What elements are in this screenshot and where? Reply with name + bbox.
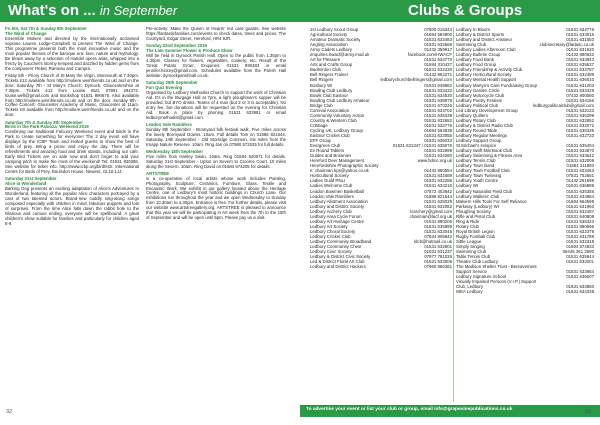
club-contact: 01531 631237 xyxy=(424,249,452,255)
club-name: Ledbury Naturalist Field Club xyxy=(456,188,513,194)
club-name: Carnival Association xyxy=(310,107,350,113)
column-divider xyxy=(453,27,454,402)
club-contact: 01531 632286 xyxy=(424,178,452,184)
club-contact: 01531 634770 xyxy=(424,57,452,63)
club-contact: 01531 633016 xyxy=(566,32,594,38)
club-name: Malvern Hills Tools For Self Reliance xyxy=(456,198,527,204)
club-name: Cycling UK, Ledbury Group xyxy=(310,127,363,133)
club-name: Led & District Floral Art Club xyxy=(310,259,365,265)
club-contact: 01531 631553 xyxy=(566,37,594,43)
club-name: Ledbury Cricket Club xyxy=(310,233,351,239)
club-contact: 01531 632430 xyxy=(424,67,452,73)
club-name: Ledbury Food Bank xyxy=(456,57,494,63)
event-paragraph xyxy=(5,74,139,119)
club-contact: chairman@lacf.org.uk xyxy=(409,213,452,219)
club-contact: 01531 631788 xyxy=(566,233,594,239)
club-contact: 01432 850554 xyxy=(424,168,452,174)
event-subheading: The Wind of Change xyxy=(5,30,47,36)
club-name: Ledbury Quilters xyxy=(456,112,488,118)
club-name: Ledbury & District Civic Society xyxy=(310,254,371,260)
club-contact: 01432 261599 xyxy=(566,178,594,184)
club-contact: 01531 632489 xyxy=(566,72,594,78)
club-name: Ring & Ride xyxy=(456,218,480,224)
club-name: Ledbury Allotment Association xyxy=(310,198,368,204)
club-row xyxy=(456,289,594,294)
event-paragraph xyxy=(146,27,286,42)
club-name: Ledbury In Bloom xyxy=(456,27,491,32)
event-text: is a co-operative of local artists whose work includes Painting, Photography, Sculpture, Ceramics, Furniture, Glass, Textile and Encaustic Work. We exhibit in our gallery located above the Heritage Centre, one of Ledbury's most historic buildings in Church Lane. Our exhibitions run throughout the year and we open Wednesday to Sunday from 10.30am to 4.30pm. Entrance is free. For further details, please visit our website www.artstreegallery.org. ARTSTREE is pleased to announce that this year we will be participating in Art week from the 7th to the 15th of September and will be open until 5pm. Please pay us a visit. xyxy=(146,175,286,221)
club-name: Evergreen Club xyxy=(310,143,341,149)
club-name: EFF Group xyxy=(310,138,332,144)
club-contact: 01531 636010 xyxy=(566,77,594,83)
club-contact: 07872 402842 xyxy=(424,188,452,194)
club-contact: 01531 632852 xyxy=(566,117,594,123)
club-contact: 01531 635404 xyxy=(566,143,594,149)
event-text: Sunday 8th September - Bromyard folk festival walk. Five miles across the lovely Bromyard Downs. 10am. Full details Tom on 01886 821544. Saturday 14th September - Old Storridge Common. Six miles from the Knapp Nature Reserve. 10am. Ring Jan on 07980 572535 for full details. xyxy=(146,126,286,147)
club-contact: 01531 635355 xyxy=(566,188,594,194)
club-contact: 01684 574833 xyxy=(566,244,594,250)
club-name: Ledbury Walkers' Club xyxy=(456,193,500,199)
club-contact: 01531 633432 xyxy=(424,87,452,93)
club-contact: 07834 805842 xyxy=(424,233,452,239)
club-name: Ledbury Round Table xyxy=(456,127,498,133)
event-heading: Saturday 28th September xyxy=(146,79,198,85)
page-number-right: 33 xyxy=(585,409,592,415)
club-contact: 07800 015344 xyxy=(424,27,452,32)
club-name: Simply Singing xyxy=(456,244,485,250)
club-name: St Michael's Hospice xyxy=(456,143,497,149)
club-contact: 01531 631347 / 01531 635076 xyxy=(392,143,452,149)
club-name: Bell Ringers Trainer xyxy=(310,72,349,78)
club-name: Army Cadets Ledbury xyxy=(310,47,353,53)
club-name: Rugby Football Club xyxy=(456,233,496,239)
club-contact: 01531 632072 xyxy=(566,122,594,128)
club-name: Bowls Club Eastnor xyxy=(310,92,348,98)
whats-on-subtitle: in September xyxy=(99,3,178,18)
club-contact: 01531 634776 xyxy=(566,27,594,32)
club-contact: 01531 633006 xyxy=(424,259,452,265)
club-name: Theatre Club Ledbury xyxy=(456,259,499,265)
club-contact: 01531 632569 xyxy=(424,42,452,48)
club-name: Ledbury Town Twinning xyxy=(456,173,502,179)
club-contact: 01531 633642 xyxy=(566,153,594,159)
club-contact: 01432 890632 xyxy=(566,52,594,58)
club-contact: facebook.com/HWACF xyxy=(407,52,452,58)
event-heading: Fri 6th, Sat 7th & Sunday 8th September xyxy=(5,27,87,31)
club-contact: 01531 633776 xyxy=(424,122,452,128)
club-name: Led Library Development Group xyxy=(456,107,518,113)
club-name: Table Tennis Club xyxy=(456,254,491,260)
club-contact: 01531 635944 xyxy=(566,254,594,260)
club-contact: 01531 670226 xyxy=(424,102,452,108)
club-name: Ledbury and District Amateur xyxy=(456,37,513,43)
club-contact: 01531 632001 xyxy=(566,259,594,265)
club-name: Ledbury Mental Health Support xyxy=(456,77,517,83)
club-contact: 01531 631203 xyxy=(566,82,594,88)
club-name: Ex Round Tablers xyxy=(310,148,345,154)
club-name: Ledbury Support Group xyxy=(456,138,502,144)
club-contact: 01531 632379 xyxy=(566,228,594,234)
club-contact: 01531 633055 xyxy=(424,132,452,138)
club-name: Ledbury Food Group xyxy=(456,62,497,68)
club-contact: 01531 634216 xyxy=(424,183,452,189)
club-contact: 01531 636335 xyxy=(566,127,594,133)
club-contact: 07977 781026 xyxy=(424,254,452,260)
club-name: Club, Ledbury xyxy=(456,284,484,290)
club-name: Amateur Dramatic Society xyxy=(310,37,361,43)
club-name: Cribbage xyxy=(310,122,328,128)
club-contact: 08445 361 2590 xyxy=(562,249,594,255)
club-contact: www.hdmc.org.uk xyxy=(417,158,452,164)
club-name: Ledbury Town Band xyxy=(456,163,495,169)
club-name: Bowling Club Ledbury xyxy=(310,87,353,93)
club-row xyxy=(310,264,452,269)
event-paragraph xyxy=(146,123,286,148)
club-contact: 01531 631993 xyxy=(566,203,594,209)
event-text: Friday 6th - Priory Church of St Mary the Virgin, Monmouth at 7.30pm. Tickets £12 available from http://moliere.wemfriends.co.uk/ and on the door. Saturday 7th - St Mary's Church, Dymock, Gloucestershire at 7.30pm. Tickets £12 from Louise Butt, 07891 294372, louise.weft@gmail.com and Bookshop 01531 890676. Also available from http://moliere.wemfriends.co.uk/ and on the door. Sunday 8th - Coffee Concert: Gloucester Academy of Music, Gloucester at 11am. Tickets £8 available from http://moliere.wemfriends.co.uk/ and on the door. xyxy=(5,72,139,118)
club-contact: 01684 564599 xyxy=(566,198,594,204)
clubs-list-2 xyxy=(456,27,594,405)
page-number-left: 32 xyxy=(6,409,13,415)
club-contact: 01531 636507 xyxy=(566,274,594,280)
club-contact: 01684 584900 xyxy=(424,32,452,38)
club-name: Ledbury Signature School xyxy=(456,274,506,280)
club-name: Ledbury Rotary Club xyxy=(456,117,496,123)
club-name: Ledbury WI xyxy=(456,183,479,189)
club-contact: ldcb@hotmail.co.uk xyxy=(414,238,452,244)
club-name: Ledbury Youth Centre xyxy=(456,178,499,184)
club-contact: 01531 634280 xyxy=(424,153,452,159)
page-header-bar xyxy=(0,0,600,22)
club-contact: 07960 866381 xyxy=(424,264,452,270)
club-name: Community Voluntary Action xyxy=(310,112,365,118)
club-name: Ledbury Swift Mat Book Club xyxy=(456,148,513,154)
club-name: Parkway (Ledbury) WI xyxy=(456,203,499,209)
advertise-text: To advertise your event or list your club or group, email info@grapevinepublications.co.uk xyxy=(306,407,513,412)
club-name: Ledbury Swimming & Fitness Area xyxy=(456,153,523,159)
footer-bar xyxy=(300,405,600,417)
club-name: Country & Western Club xyxy=(310,117,357,123)
event-paragraph xyxy=(5,121,139,175)
club-name: Leadon Bowmen Basketball xyxy=(310,188,364,194)
club-name: Rifle and Pistol Club xyxy=(456,213,496,219)
event-text: Barking Dog presents an exciting adaptation of Alice's Adventures In Wonderland, featuring all the popular Alice characters portrayed by a cast of two talented actors. Brand-new cuddly sing-along songs composed especially with children in mind, fabulous puppets and lots of surprises. From the time Alice falls down the rabbit hole to the hilarious and curious ending, everyone will be spellbound. A great children's show suitable for families and particularly for children aged 5-9. xyxy=(5,186,139,226)
club-name: Horticultural Society xyxy=(310,173,349,179)
club-contact: 01531 635637 xyxy=(566,62,594,68)
event-text: Pre-activity: Make the Queen of Hearts' red card guards. See website https://fantasticfamilies.com/events to check dates, times and prices. The Courtyard, Edgar Street, Hereford, HR4 9JR. xyxy=(146,27,286,41)
club-contact: lcarchery@gmail.com xyxy=(410,208,452,214)
event-text: Ensemble Moliere and directed by the internationally acclaimed soprano Lauren Lodge-Campbell to present The Wind of Change. This programme presents both the most innovative music and the most popular themes of the baroque era: love, nature and mythology. Be blown away by a selection of Handel opera arias, whipped into a frenzy by Couchet's stormy tempest and dazzled by hidden gems from the composers' Rebel, Rameau and Campra. xyxy=(5,35,139,71)
club-name: Ladies Welcome Club xyxy=(310,183,353,189)
event-paragraph xyxy=(5,27,139,72)
club-name: Hereford Deer Management xyxy=(310,158,365,164)
whats-on-title xyxy=(8,2,177,19)
club-contact: 01531 632082 xyxy=(424,203,452,209)
event-heading: Saturday 21st September xyxy=(5,176,57,182)
club-contact: 01531 632801 xyxy=(424,244,452,250)
club-contact: 01531 635323 xyxy=(566,218,594,224)
club-name: Eastnor Cricket Club xyxy=(310,132,350,138)
club-name: Ledbury Regular Meetings xyxy=(456,132,507,138)
club-contact: 01432 852271 xyxy=(424,72,452,78)
club-name: Leadon Vale Ramblers xyxy=(310,193,354,199)
club-name: Arts and Crafts Group xyxy=(310,62,353,68)
club-contact: 01886 821544 xyxy=(424,193,452,199)
club-contact: 01531 631620 xyxy=(566,47,594,53)
club-contact: 01531 635339 xyxy=(424,112,452,118)
club-name: Royal British Legion xyxy=(456,228,495,234)
club-contact: ledburypoliticalclub@gmail.com xyxy=(533,102,594,108)
club-name: Ledbury Community Broadband xyxy=(310,238,372,244)
club-name: Rotary Club xyxy=(456,223,479,229)
club-name: Ledbury and District Hackers xyxy=(310,264,366,270)
event-subheading: The Late Summer Flower & Produce Show xyxy=(146,48,233,53)
event-paragraph xyxy=(5,177,139,227)
event-heading: ARTSTREE xyxy=(146,170,170,176)
club-name: The Madison Shelter Trust - Bereavement xyxy=(456,264,537,270)
club-name: Support Service xyxy=(456,269,487,275)
club-contact: 01684 311993 xyxy=(566,163,594,169)
club-name: Bridge Club xyxy=(310,102,333,108)
club-name: Ledbury Poetry Festival xyxy=(456,97,502,103)
club-contact: 01531 636888 xyxy=(566,183,594,189)
club-contact: 01531 632133 xyxy=(566,107,594,113)
club-contact: 01531 640808 xyxy=(566,213,594,219)
events-column-2 xyxy=(146,27,286,405)
club-contact: 01531 633463 xyxy=(566,168,594,174)
club-name: Ledbury Tennis Club xyxy=(456,158,496,164)
club-name: Visually Impaired Persons (V.I.P.) Support xyxy=(456,279,537,285)
club-name: Ledbury Art Society xyxy=(310,223,348,229)
club-name: enquiries.hwacf@army.mod.uk xyxy=(310,52,370,58)
club-contact: 01531 632733 xyxy=(566,132,594,138)
whats-on-title-text: What's on ... xyxy=(8,2,96,19)
club-name: Ledbury Art Heritage Centre xyxy=(310,218,365,224)
event-heading: Wednesday 18th September xyxy=(146,148,204,154)
club-contact: 01531 632489 xyxy=(424,173,452,179)
club-name: Ladies Guild RNLI xyxy=(310,178,346,184)
club-contact: 01531 633654 xyxy=(566,269,594,275)
club-name: Ledbury Civic Society xyxy=(310,249,352,255)
club-name: Bell Ringers xyxy=(310,77,334,83)
club-contact: clubsecretary@ladasc.co.uk xyxy=(539,42,594,48)
event-paragraph xyxy=(146,44,286,79)
club-name: Badminton Club xyxy=(310,67,341,73)
club-name: Ledbury Bulletin Group xyxy=(456,52,501,58)
club-contact: 01531 636033 xyxy=(424,138,452,144)
club-contact: 01531 635039 xyxy=(424,198,452,204)
club-name: Ledbury Martyn's Care Fundraising Group xyxy=(456,82,537,88)
clubs-list-1 xyxy=(310,27,452,405)
club-contact: 01684 564838 xyxy=(424,127,452,133)
club-contact: 01531 633787 xyxy=(566,67,594,73)
club-name: Swimming Club xyxy=(456,42,487,48)
event-subheading: Fun Quiz Evening xyxy=(146,84,183,90)
club-name: Guides and Brownies xyxy=(310,153,352,159)
club-name: Bowling Club Ledbury Amateur xyxy=(310,97,370,103)
event-subheading: Birds in the Park Palooza: Weekend 2019 xyxy=(5,124,89,130)
club-name: Ledbury Ladies Afternoon Club xyxy=(456,47,516,53)
club-name: Ledbury Garden Circle xyxy=(456,87,500,93)
event-heading: Leadon Vale Ramblers xyxy=(146,121,192,127)
club-contact: 01531 633045 xyxy=(424,228,452,234)
club-name: Art for Pleasure xyxy=(310,57,341,63)
club-contact: 01531 632652 xyxy=(424,117,452,123)
club-name: Ledbury Archery Club xyxy=(310,208,352,214)
club-contact: 01531 632008 xyxy=(566,158,594,164)
club-name: Ledbury Town Football Club xyxy=(456,168,510,174)
club-contact: 01432 359917 xyxy=(424,47,452,53)
event-paragraph xyxy=(146,81,286,121)
club-contact: 01531 649882 xyxy=(424,82,452,88)
club-contact: 01531 890696 xyxy=(566,223,594,229)
events-column-1 xyxy=(5,27,139,405)
club-name: 1st Ledbury Scout Group xyxy=(310,27,359,32)
club-contact: ledburychurchbellringers@gmail.com xyxy=(380,77,452,83)
club-name: WEA Ledbury xyxy=(456,289,483,295)
club-contact: 01531 633429 xyxy=(566,87,594,93)
club-contact: 01531 638979 xyxy=(424,97,452,103)
event-heading: Sunday 22nd September 2019 xyxy=(146,43,207,49)
club-contact: 01531 632318 xyxy=(566,238,594,244)
club-name: Ledbury Political Club xyxy=(456,102,499,108)
club-contact: 01531 633943 xyxy=(566,57,594,63)
club-name: Agricultural Society xyxy=(310,32,348,38)
event-paragraph xyxy=(146,150,286,170)
event-text: Five miles from Hanley Swan. 10am. Ring 01684 540071 for details. Saturday 21st September - Upton on Severn to Croome Court. 10 miles along the Severn. 10am. Ring David on 01684 574205 for details. xyxy=(146,153,286,169)
club-contact: 01531 635999 xyxy=(424,223,452,229)
event-subheading: Alice in Wonderland xyxy=(5,181,47,187)
club-contact: 07531 752651 xyxy=(566,173,594,179)
club-contact: 01531 890205 xyxy=(424,218,452,224)
club-name: Ledbury Friendship & Activity Club xyxy=(456,67,523,73)
club-contact: 01531 635299 xyxy=(566,112,594,118)
club-name: Swimming Club xyxy=(456,249,487,255)
event-heading: Saturday 7th & Sunday 8th September xyxy=(5,119,84,125)
club-name: Angling Association xyxy=(310,42,348,48)
club-name: e: chairman.hps@yahoo.co.uk xyxy=(310,168,369,174)
club-contact: 01531 632487 xyxy=(566,208,594,214)
event-text: Will be held in Dymock Parish Hall. Open to the public from 1.30pm to 4.30pm. Classes for flowers, vegetables, cookery, etc. Result of the 'Great Potato Grow'. Enquiries: 01531 890483 or email jennifer.hickey@gmail.com. Schedules available from the Parish Hall website: dymockparishhall.co.uk. xyxy=(146,52,286,78)
club-contact: 01531 633483 xyxy=(424,37,452,43)
club-contact: 01531 634884 xyxy=(566,193,594,199)
club-name: Bosbury WI xyxy=(310,82,333,88)
club-name: Ledbury Choral Society xyxy=(310,228,356,234)
event-paragraph xyxy=(146,172,286,222)
club-name: Ledbury Community Chest xyxy=(310,244,362,250)
event-text: Combining our traditional Falconry Weekend event and Birds in the Park to create something for everyone! The 2 day event will have displays by the ICBP Team and invited guests to show the best of birds of prey. Bring a picnic and enjoy the day. There will be refreshments and amazing food and drink stands, including our cafe. Early Bird Tickets are on sale now and don't forget to add your camping pitch to make the most of the weekend! Tel: 01531 820286. See website for ticket info. http://www.icbp.org/birdfest/. International Centre for Birds of Prey, Boulsdon House, Newent, GL18 1JJ. xyxy=(5,129,139,175)
club-name: Sittle League xyxy=(456,238,482,244)
club-contact: 07432 800060 xyxy=(566,92,594,98)
club-contact: 01531 633850 xyxy=(566,284,594,290)
club-name: Ploughing Society xyxy=(456,208,491,214)
club-contact: 01531 633702 xyxy=(424,107,452,113)
clubs-groups-title: Clubs & Groups xyxy=(408,2,523,19)
club-name: Ledbury & District Sports xyxy=(456,32,505,38)
club-name: Ledbury & District Radio Club xyxy=(456,122,513,128)
club-contact: 01531 633870 xyxy=(566,148,594,154)
club-contact: 01531 632998 xyxy=(424,148,452,154)
event-text: Organised by Ledbury Methodist Church to support the work of Christian Aid. It's in the Burgage Hall at 7pm, a light ploughman's supper will be provided, but BYO drinks. Teams of 4 max (but 2 or 3 is acceptable). No entry fee, but donations will be requested on the evening for Christian Aid. Book a place by phoning 01531 633981 or email ledburymethodist@gmail.com. xyxy=(146,89,286,120)
club-contact: 01531 634338 xyxy=(566,289,594,295)
club-contact: 01531 634156 xyxy=(566,97,594,103)
club-name: Herefordshire Photographic Society xyxy=(310,163,379,169)
club-name: Ledbury Area Cycle Forum xyxy=(310,213,362,219)
club-name: Ledbury Horticultural Society xyxy=(456,72,512,78)
club-contact: 01684 310437 xyxy=(424,62,452,68)
club-contact: 01531 634530 xyxy=(424,92,452,98)
club-name: Ledbury Motorcycle Club xyxy=(456,92,505,98)
club-name: Ledbury and District Society xyxy=(310,203,365,209)
